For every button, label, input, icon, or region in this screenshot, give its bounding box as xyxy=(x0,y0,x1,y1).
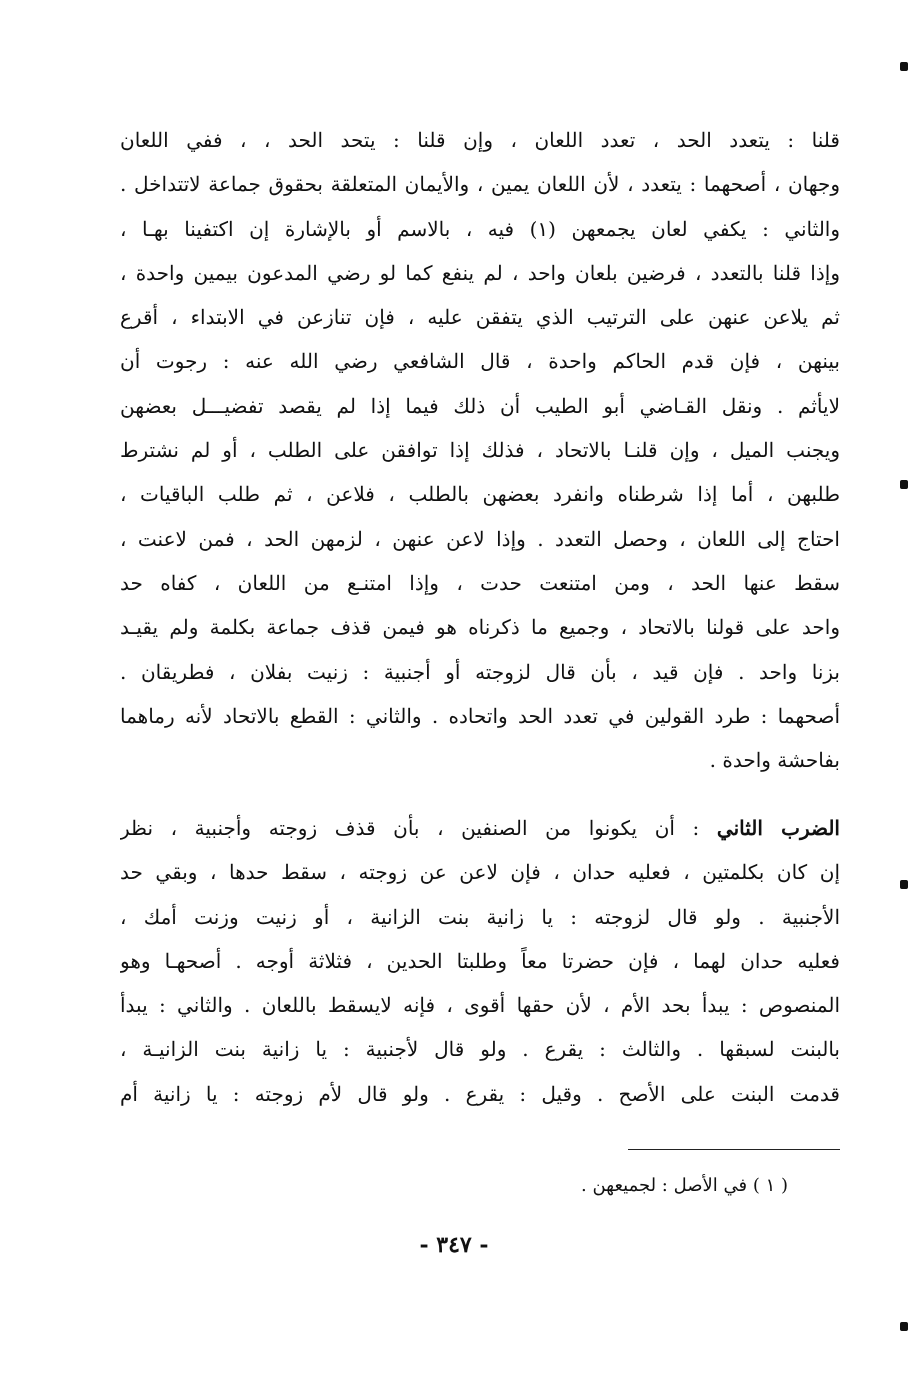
text-line: ثم يلاعن عنهن على الترتيب الذي يتفقن عليه ، فإن تنازعن في الابتداء ، أقرع xyxy=(120,305,840,330)
text-line: وإذا قلنا بالتعدد ، فرضين بلعان واحد ، لم ينفع كما لو رضي المدعون بيمين واحدة ، xyxy=(120,260,840,285)
text-line: طلبهن ، أما إذا شرطناه وانفرد بعضهن بالطلب ، فلاعن ، ثم طلب الباقيات ، xyxy=(120,482,840,507)
text-run: : أن يكونوا من الصنفين ، بأن قذف زوجته وأجنبية ، نظر xyxy=(120,816,717,840)
text-line: أصحهما : طرد القولين في تعدد الحد واتحاده . والثاني : القطع بالاتحاد لأنه رماهما xyxy=(120,703,840,728)
text-line: فعليه حدان لهما ، فإن حضرتا معاً وطلبتا الحدين ، فثلاثة أوجه . أصحهـا وهو xyxy=(120,948,840,973)
footnote: ( ١ ) في الأصل : لجميعهن . xyxy=(581,1175,788,1196)
text-line: الأجنبية . ولو قال لزوجته : يا زانية بنت الزانية ، أو زنيت وزنت أمك ، xyxy=(120,904,840,929)
text-line: لايأثم . ونقل القـاضي أبو الطيب أن ذلك فيما إذا لم يقصد تفضيـــل بعضهن xyxy=(120,393,840,418)
text-line: المنصوص : يبدأ بحد الأم ، لأن حقها أقوى ، فإنه لايسقط باللعان . والثاني : يبدأ xyxy=(120,993,840,1018)
text-line xyxy=(120,806,840,850)
text-line: وجهان ، أصحهما : يتعدد ، لأن اللعان يمين ، والأيمان المتعلقة بحقوق جماعة لاتتداخل . xyxy=(120,172,840,197)
text-line: والثاني : يكفي لعان يجمعهن (١) فيه ، بالاسم أو بالإشارة إن اكتفينا بهـا ، xyxy=(120,216,840,241)
margin-mark xyxy=(900,480,908,489)
text-line: بينهن ، فإن قدم الحاكم واحدة ، قال الشافعي رضي الله عنه : رجوت أن xyxy=(120,349,840,374)
text-line: بزنا واحد . فإن قيد ، بأن قال لزوجته أو أجنبية : زنيت بفلان ، فطريقان . xyxy=(120,659,840,684)
text-line: احتاج إلى اللعان ، وحصل التعدد . وإذا لاعن عنهن ، لزمهن الحد ، فمن لاعنت ، xyxy=(120,526,840,551)
margin-mark xyxy=(900,62,908,71)
second-paragraph xyxy=(120,806,840,1116)
text-line: بالبنت لسبقها . والثالث : يقرع . ولو قال لأجنبية : يا زانية بنت الزانيـة ، xyxy=(120,1037,840,1062)
page-number: - ٣٤٧ - xyxy=(419,1232,489,1258)
margin-mark xyxy=(900,1322,908,1331)
main-paragraph xyxy=(120,118,840,782)
text-line: واحد على قولنا بالاتحاد ، وجميع ما ذكرناه هو فيمن قذف جماعة بكلمة ولم يقيـد xyxy=(120,615,840,640)
section-heading: الضرب الثاني xyxy=(716,816,840,840)
text-line: ويجنب الميل ، وإن قلنـا بالاتحاد ، فذلك إذا توافقن على الطلب ، أو لم نشترط xyxy=(120,438,840,463)
text-line: قلنا : يتعدد الحد ، تعدد اللعان ، وإن قلنا : يتحد الحد ، ، ففي اللعان xyxy=(120,128,840,152)
text-line: بفاحشة واحدة . xyxy=(709,748,840,773)
text-line: قدمت البنت على الأصح . وقيل : يقرع . ولو قال لأم زوجته : يا زانية أم xyxy=(120,1081,840,1106)
text-line: سقط عنها الحد ، ومن امتنعت حدت ، وإذا امتنـع من اللعان ، كفاه حد xyxy=(120,570,840,595)
margin-mark xyxy=(900,880,908,889)
text-line: إن كان بكلمتين ، فعليه حدان ، فإن لاعن عن زوجته ، سقط حدها ، وبقي حد xyxy=(120,860,840,885)
footnote-divider xyxy=(628,1149,840,1150)
